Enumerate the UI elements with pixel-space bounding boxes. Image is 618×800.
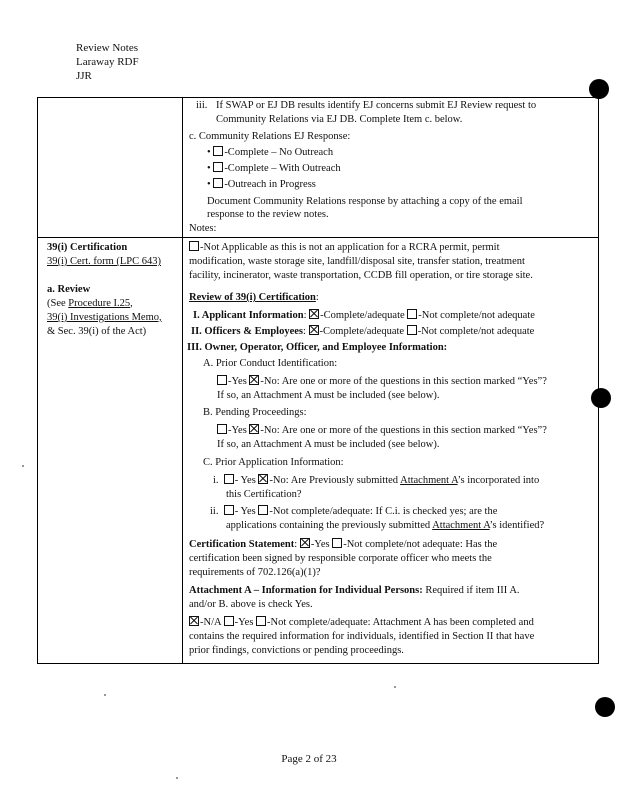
item-II-officers: II. Officers & Employees: -Complete/adequate -Not complete/not adequate — [191, 326, 535, 337]
item-B-heading: B. Pending Proceedings: — [203, 407, 307, 418]
checkbox-icon — [332, 538, 342, 548]
table-column-divider — [182, 97, 183, 664]
cert-form-link[interactable]: 39(i) Cert. form (LPC 643) — [47, 256, 162, 267]
final-response-line-2: contains the required information for individuals, identified in Section II that have — [189, 631, 535, 642]
checkbox-icon — [213, 178, 223, 188]
final-response-line-3: prior findings, convictions or pending proceedings. — [189, 645, 404, 656]
item-iii-line-2: Community Relations via EJ DB. Complete Item c. below. — [216, 114, 463, 125]
checkbox-icon — [224, 505, 234, 515]
see-procedure: (See Procedure I.25, — [47, 298, 133, 309]
checked-box-icon — [309, 325, 319, 335]
checked-box-icon — [249, 424, 259, 434]
checked-box-icon — [249, 375, 259, 385]
certification-statement-line-3: requirements of 702.126(a)(1)? — [189, 567, 321, 578]
checkbox-icon — [217, 375, 227, 385]
item-C-ii-line-2: applications containing the previously submitted Attachment A’s identified? — [226, 520, 545, 531]
item-A-response: -Yes -No: Are one or more of the questions in this section marked “Yes”? — [217, 375, 547, 388]
page-header — [76, 41, 139, 83]
item-c-heading: c. Community Relations EJ Response: — [189, 131, 351, 142]
act-reference: & Sec. 39(i) of the Act) — [47, 326, 147, 337]
checkbox-icon — [258, 505, 268, 515]
checkbox-icon — [224, 474, 234, 484]
header-line-3: JJR — [76, 70, 92, 82]
scan-speck — [394, 686, 396, 688]
outreach-option-1: • -Complete – No Outreach — [207, 147, 334, 158]
certification-statement: Certification Statement: -Yes -Not complete/not adequate: Has the — [189, 539, 498, 550]
item-B-response: -Yes -No: Are one or more of the questions in this section marked “Yes”? — [217, 424, 547, 437]
scan-speck — [104, 694, 106, 696]
checked-box-icon — [309, 309, 319, 319]
header-line-2: Laraway RDF — [76, 56, 139, 68]
not-applicable-line-2: modification, waste storage site, landfill/disposal site, transfer station, treatment — [189, 256, 525, 267]
page-number: Page 2 of 23 — [281, 753, 337, 765]
checkbox-icon — [213, 162, 223, 172]
investigations-memo-link[interactable]: 39(i) Investigations Memo, — [47, 312, 162, 323]
checkbox-icon — [407, 309, 417, 319]
item-III-heading: III. Owner, Operator, Officer, and Employee Information: — [187, 342, 448, 353]
review-heading: Review of 39(i) Certification: — [189, 292, 319, 303]
item-iii-number: iii. — [196, 100, 208, 111]
header-line-1: Review Notes — [76, 42, 139, 54]
not-applicable-line-3: facility, incinerator, waste transportation, CCDB fill operation, or tire storage site. — [189, 270, 533, 281]
item-C-heading: C. Prior Application Information: — [203, 457, 344, 468]
item-A-note: If so, an Attachment A must be included (see below). — [217, 390, 440, 401]
attachment-a-line-2: and/or B. above is check Yes. — [189, 599, 313, 610]
checkbox-icon — [256, 616, 266, 626]
scan-speck — [176, 777, 178, 779]
notes-label: Notes: — [189, 223, 217, 234]
attachment-a-heading: Attachment A – Information for Individual Persons: Required if item III A. — [189, 585, 520, 596]
item-B-note: If so, an Attachment A must be included (see below). — [217, 439, 440, 450]
outreach-option-3: • -Outreach in Progress — [207, 179, 316, 190]
checkbox-icon — [224, 616, 234, 626]
item-C-i: i. - Yes -No: Are Previously submitted Attachment A’s incorporated into — [213, 475, 540, 486]
item-iii-line-1: If SWAP or EJ DB results identify EJ concerns submit EJ Review request to — [216, 100, 537, 111]
item-A-heading: A. Prior Conduct Identification: — [203, 358, 338, 369]
section-title: 39(i) Certification — [47, 242, 128, 253]
checkbox-icon — [189, 241, 199, 251]
scan-speck — [22, 465, 24, 467]
document-instruction-2: response to the review notes. — [207, 209, 329, 220]
certification-statement-line-2: certification been signed by responsible corporate officer who meets the — [189, 553, 492, 564]
final-response: -N/A -Yes -Not complete/adequate: Attachment A has been completed and — [189, 616, 534, 629]
checkbox-icon — [217, 424, 227, 434]
item-I-applicant: I. Applicant Information: -Complete/adequate -Not complete/not adequate — [193, 310, 535, 321]
hole-punch-top — [589, 79, 609, 99]
not-applicable-line-1: -Not Applicable as this is not an application for a RCRA permit, permit — [189, 241, 500, 254]
checked-box-icon — [300, 538, 310, 548]
checkbox-icon — [213, 146, 223, 156]
hole-punch-bottom — [595, 697, 615, 717]
checkbox-icon — [407, 325, 417, 335]
item-C-ii: ii. - Yes -Not complete/adequate: If C.i. is checked yes; are the — [210, 506, 498, 517]
review-label: a. Review — [47, 284, 91, 295]
checked-box-icon — [258, 474, 268, 484]
document-instruction-1: Document Community Relations response by attaching a copy of the email — [207, 196, 523, 207]
procedure-link[interactable]: Procedure I.25 — [68, 298, 131, 309]
checked-box-icon — [189, 616, 199, 626]
table-row-divider — [37, 237, 599, 238]
item-C-i-line-2: this Certification? — [226, 489, 302, 500]
outreach-option-2: • -Complete – With Outreach — [207, 163, 341, 174]
